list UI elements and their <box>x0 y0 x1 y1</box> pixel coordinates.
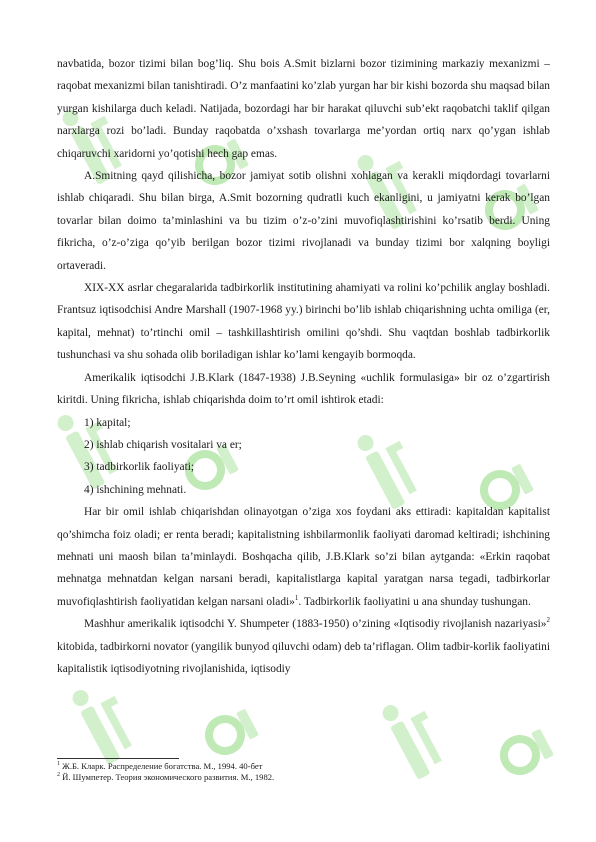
footnote-ref-2[interactable]: 2 <box>546 616 550 625</box>
paragraph-6-after: kitobida, tadbirkorni novator (yangilik bunyod qiluvchi odam) deb ta’riflagan. Olim tadbir-korlik faoliyatini kapitalistik iqtisodiyotning rivojlanishida, iqtisodiy <box>57 640 550 675</box>
footnote-2-number: 2 <box>57 772 60 779</box>
list-item-means-of-production: 2) ishlab chiqarish vositalari va er; <box>84 438 242 451</box>
list-item-capital: 1) kapital; <box>84 416 131 429</box>
paragraph-6-text: Mashhur amerikalik iqtisodchi Y. Shumpeter (1883-1950) o’zining «Iqtisodiy rivojlanish nazariyasi» <box>84 618 547 631</box>
footnote-1-text: Ж.Б. Кларк. Распределение богатства. М., 1994. 40-бет <box>60 761 263 771</box>
list-item-labor: 4) ishchining mehnati. <box>84 483 187 496</box>
footnote-1 <box>57 761 550 772</box>
footnotes <box>57 761 550 783</box>
paragraph-4: Amerikalik iqtisodchi J.B.Klark (1847-1938) J.B.Seyning «uchlik formulasiga» bir oz o’zgartirish kiritdi. Uning fikricha, ishlab chiqarishda doim to’rt omil ishtirok etadi: <box>57 371 550 407</box>
paragraph-3: XIX-XX asrlar chegaralarida tadbirkorlik institutining ahamiyati va rolini ko’pchilik anglay boshladi. Frantsuz iqtisodchisi Andre Marshall (1907-1968 yy.) birinchi bo’lib ishlab chiqarishning uchta omiliga (er, kapital, mehnat) to’rtinchi omil – tashkillashtirish omilini qo’shdi. Shu vaqtdan boshlab tadbirkorlik tushunchasi va shu sohada olib boriladigan ishlar ko’lami kengayib bormoqda. <box>57 282 550 362</box>
footnote-2-text: Й. Шумпетер. Теория экономического развития. М., 1982. <box>60 772 275 782</box>
paragraph-5-after: . Tadbirkorlik faoliyatini u ana shunday tushungan. <box>298 595 531 608</box>
footnote-divider <box>57 758 179 759</box>
paragraph-1: navbatida, bozor tizimi bilan bog’liq. Shu bois A.Smit bizlarni bozor tizimining markaziy mexanizmi – raqobat mexanizmi bilan tanishtiradi. O’z manfaatini ko’zlab yurgan har bir kishi bozorda shu maqsad bilan yurgan kishilarga duch keladi. Natijada, bozordagi har bir harakat qiluvchi sub’ekt raqobatchi taklif qilgan narxlarga rozi bo’ladi. Bunday raqobatda o’xshash tovarlarga me’yordan ortiq narx qo’ygan ishlab chiqaruvchi xaridorni yo’qotishi hech gap emas. <box>57 58 550 160</box>
footnote-ref-1[interactable]: 1 <box>294 593 299 602</box>
list-item-entrepreneurship: 3) tadbirkorlik faoliyati; <box>84 461 195 474</box>
paragraph-2: A.Smitning qayd qilishicha, bozor jamiyat sotib olishni xohlagan va kerakli miqdordagi tovarlarni ishlab chiqaradi. Shu bilan birga, A.Smit bozorning qudratli kuch ekanligini, u jamiyatni kerak bo’lgan tovarlar bilan doimo ta’minlashini va bu tizim o’z-o’zini muvofiqlashtirishini ko’rsatib berdi. Uning fikricha, o’z-o’ziga qo’yib berilgan bozor tizimi rivojlanadi va bunday tizimi bor xalqning boyligi ortaveradi. <box>57 170 550 272</box>
page-body <box>57 53 550 680</box>
paragraph-6 <box>57 613 550 680</box>
paragraph-5-text: Har bir omil ishlab chiqarishdan olinayotgan o’ziga xos foydani aks ettiradi: kapitaldan kapitalist qo’shimcha foiz oladi; er renta beradi; kapitalistning ishbilarmonlik faoliyati daromad keltiradi; ishchining mehnati uni maosh bilan ta’minlaydi. Boshqacha qilib, J.B.Klark so’zi bilan aytganda: «Erkin raqobat mehnatga mehnatdan kelgan narsani beradi, kapitalistlarga kapital yaratgan narsa tegadi, tadbirkorlar muvofiqlashtirish faoliyatidan kelgan narsani oladi» <box>57 506 550 608</box>
footnote-2 <box>57 772 550 783</box>
footnote-1-number: 1 <box>57 761 60 768</box>
paragraph-5 <box>57 501 550 613</box>
